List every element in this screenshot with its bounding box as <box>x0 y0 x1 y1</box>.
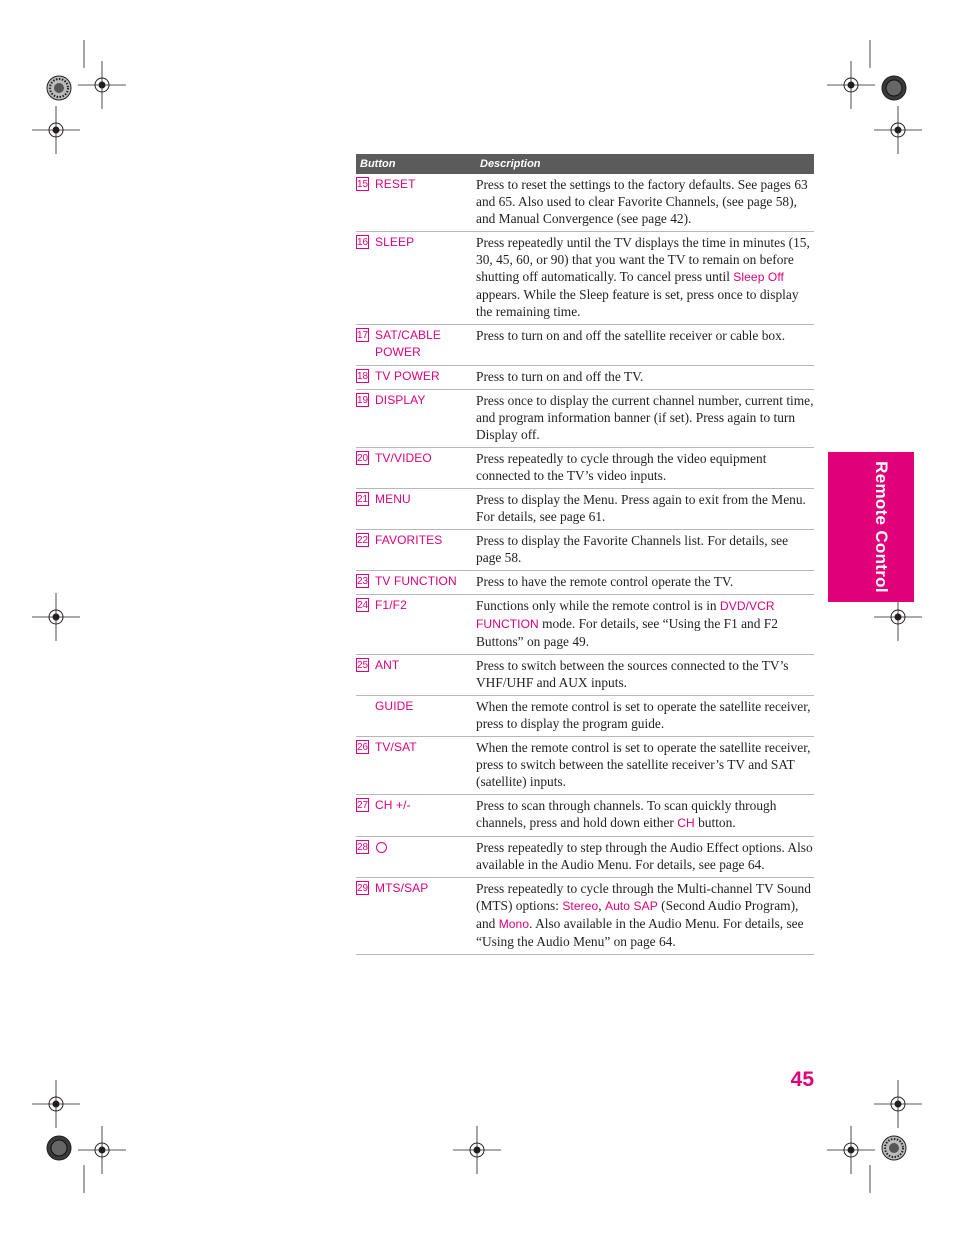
table-row <box>356 232 814 325</box>
osd-term: DVD/VCR FUNCTION <box>476 599 775 631</box>
button-name: TV FUNCTION <box>375 574 457 588</box>
callout-number: 26 <box>357 742 369 753</box>
callout-number: 25 <box>357 660 369 671</box>
button-name: SLEEP <box>375 235 415 249</box>
table-row <box>356 737 814 795</box>
button-description: Functions only while the remote control is in DVD/VCR FUNCTION mode. For details, see “Using the F1 and F2 Buttons” on page 49. <box>476 595 814 655</box>
button-name: TV POWER <box>375 369 440 383</box>
table-row <box>356 489 814 530</box>
button-name: MENU <box>375 492 411 506</box>
osd-term: Auto SAP <box>604 899 658 913</box>
page-number: 45 <box>790 1068 814 1091</box>
button-description-table <box>356 154 814 955</box>
section-tab-label: Remote Control <box>872 461 891 593</box>
button-description: Press to have the remote control operate the TV. <box>476 571 814 595</box>
header-button: Button <box>356 154 476 174</box>
button-name: DISPLAY <box>375 393 426 407</box>
button-description: Press to display the Favorite Channels list. For details, see page 58. <box>476 530 814 571</box>
callout-number: 28 <box>357 842 369 853</box>
button-description: Press to scan through channels. To scan quickly through channels, press and hold down either CH button. <box>476 795 814 837</box>
audio-effect-icon <box>376 842 387 853</box>
button-name: TV/SAT <box>375 740 417 754</box>
button-name: MTS/SAP <box>375 881 429 895</box>
callout-number: 23 <box>357 576 369 587</box>
table-header-row <box>356 154 814 174</box>
button-description: When the remote control is set to operate the satellite receiver, press to display the program guide. <box>476 696 814 737</box>
callout-number: 19 <box>357 395 369 406</box>
table-row <box>356 571 814 595</box>
osd-term: Stereo <box>562 899 599 913</box>
callout-number: 29 <box>357 883 369 894</box>
button-name: FAVORITES <box>375 533 443 547</box>
button-description: Press repeatedly to step through the Audio Effect options. Also available in the Audio Menu. For details, see page 64. <box>476 837 814 878</box>
button-description: Press to switch between the sources connected to the TV’s VHF/UHF and AUX inputs. <box>476 655 814 696</box>
button-description: Press to turn on and off the TV. <box>476 366 814 390</box>
osd-term: Sleep Off <box>733 270 784 284</box>
button-description: Press once to display the current channel number, current time, and program information banner (if set). Press again to turn Display off. <box>476 390 814 448</box>
osd-term: Mono <box>498 917 530 931</box>
callout-number: 15 <box>357 179 369 190</box>
table-row <box>356 325 814 366</box>
button-name: TV/VIDEO <box>375 451 432 465</box>
table-row <box>356 390 814 448</box>
callout-number: 22 <box>357 535 369 546</box>
button-description: Press repeatedly to cycle through the Multi-channel TV Sound (MTS) options: Stereo, Auto SAP (Second Audio Program), and Mono. Also available in the Audio Menu. For details, see “Using the Audio Menu” on page 64. <box>476 878 814 955</box>
table-row <box>356 366 814 390</box>
button-description: Press repeatedly to cycle through the video equipment connected to the TV’s video inputs. <box>476 448 814 489</box>
callout-number: 16 <box>357 237 369 248</box>
button-name: F1/F2 <box>375 598 407 612</box>
callout-number: 17 <box>357 330 369 341</box>
button-description: Press to display the Menu. Press again to exit from the Menu. For details, see page 61. <box>476 489 814 530</box>
header-description: Description <box>476 154 814 174</box>
table-row <box>356 530 814 571</box>
button-description: Press repeatedly until the TV displays the time in minutes (15, 30, 45, 60, or 90) that you want the TV to remain on before shutting off automatically. To cancel press until Sleep Off appears. While the Sleep feature is set, press once to display the remaining time. <box>476 232 814 325</box>
callout-number: 27 <box>357 800 369 811</box>
callout-number: 20 <box>357 453 369 464</box>
table-row <box>356 696 814 737</box>
table-row <box>356 174 814 232</box>
osd-term: CH <box>677 816 695 830</box>
table-row <box>356 448 814 489</box>
button-description: When the remote control is set to operate the satellite receiver, press to switch between the satellite receiver’s TV and SAT (satellite) inputs. <box>476 737 814 795</box>
button-name: GUIDE <box>375 699 414 713</box>
table-row <box>356 878 814 955</box>
table-row <box>356 795 814 837</box>
button-name: CH +/- <box>375 798 411 812</box>
table-row <box>356 655 814 696</box>
button-description: Press to turn on and off the satellite receiver or cable box. <box>476 325 814 366</box>
button-name: ANT <box>375 658 400 672</box>
button-name: RESET <box>375 177 416 191</box>
table-row <box>356 595 814 655</box>
table-row <box>356 837 814 878</box>
section-tab <box>828 452 914 602</box>
callout-number: 24 <box>357 600 369 611</box>
button-name: SAT/CABLE POWER <box>375 328 442 359</box>
button-description: Press to reset the settings to the factory defaults. See pages 63 and 65. Also used to clear Favorite Channels, (see page 58), and Manual Convergence (see page 42). <box>476 174 814 232</box>
callout-number: 21 <box>357 494 369 505</box>
callout-number: 18 <box>357 371 369 382</box>
